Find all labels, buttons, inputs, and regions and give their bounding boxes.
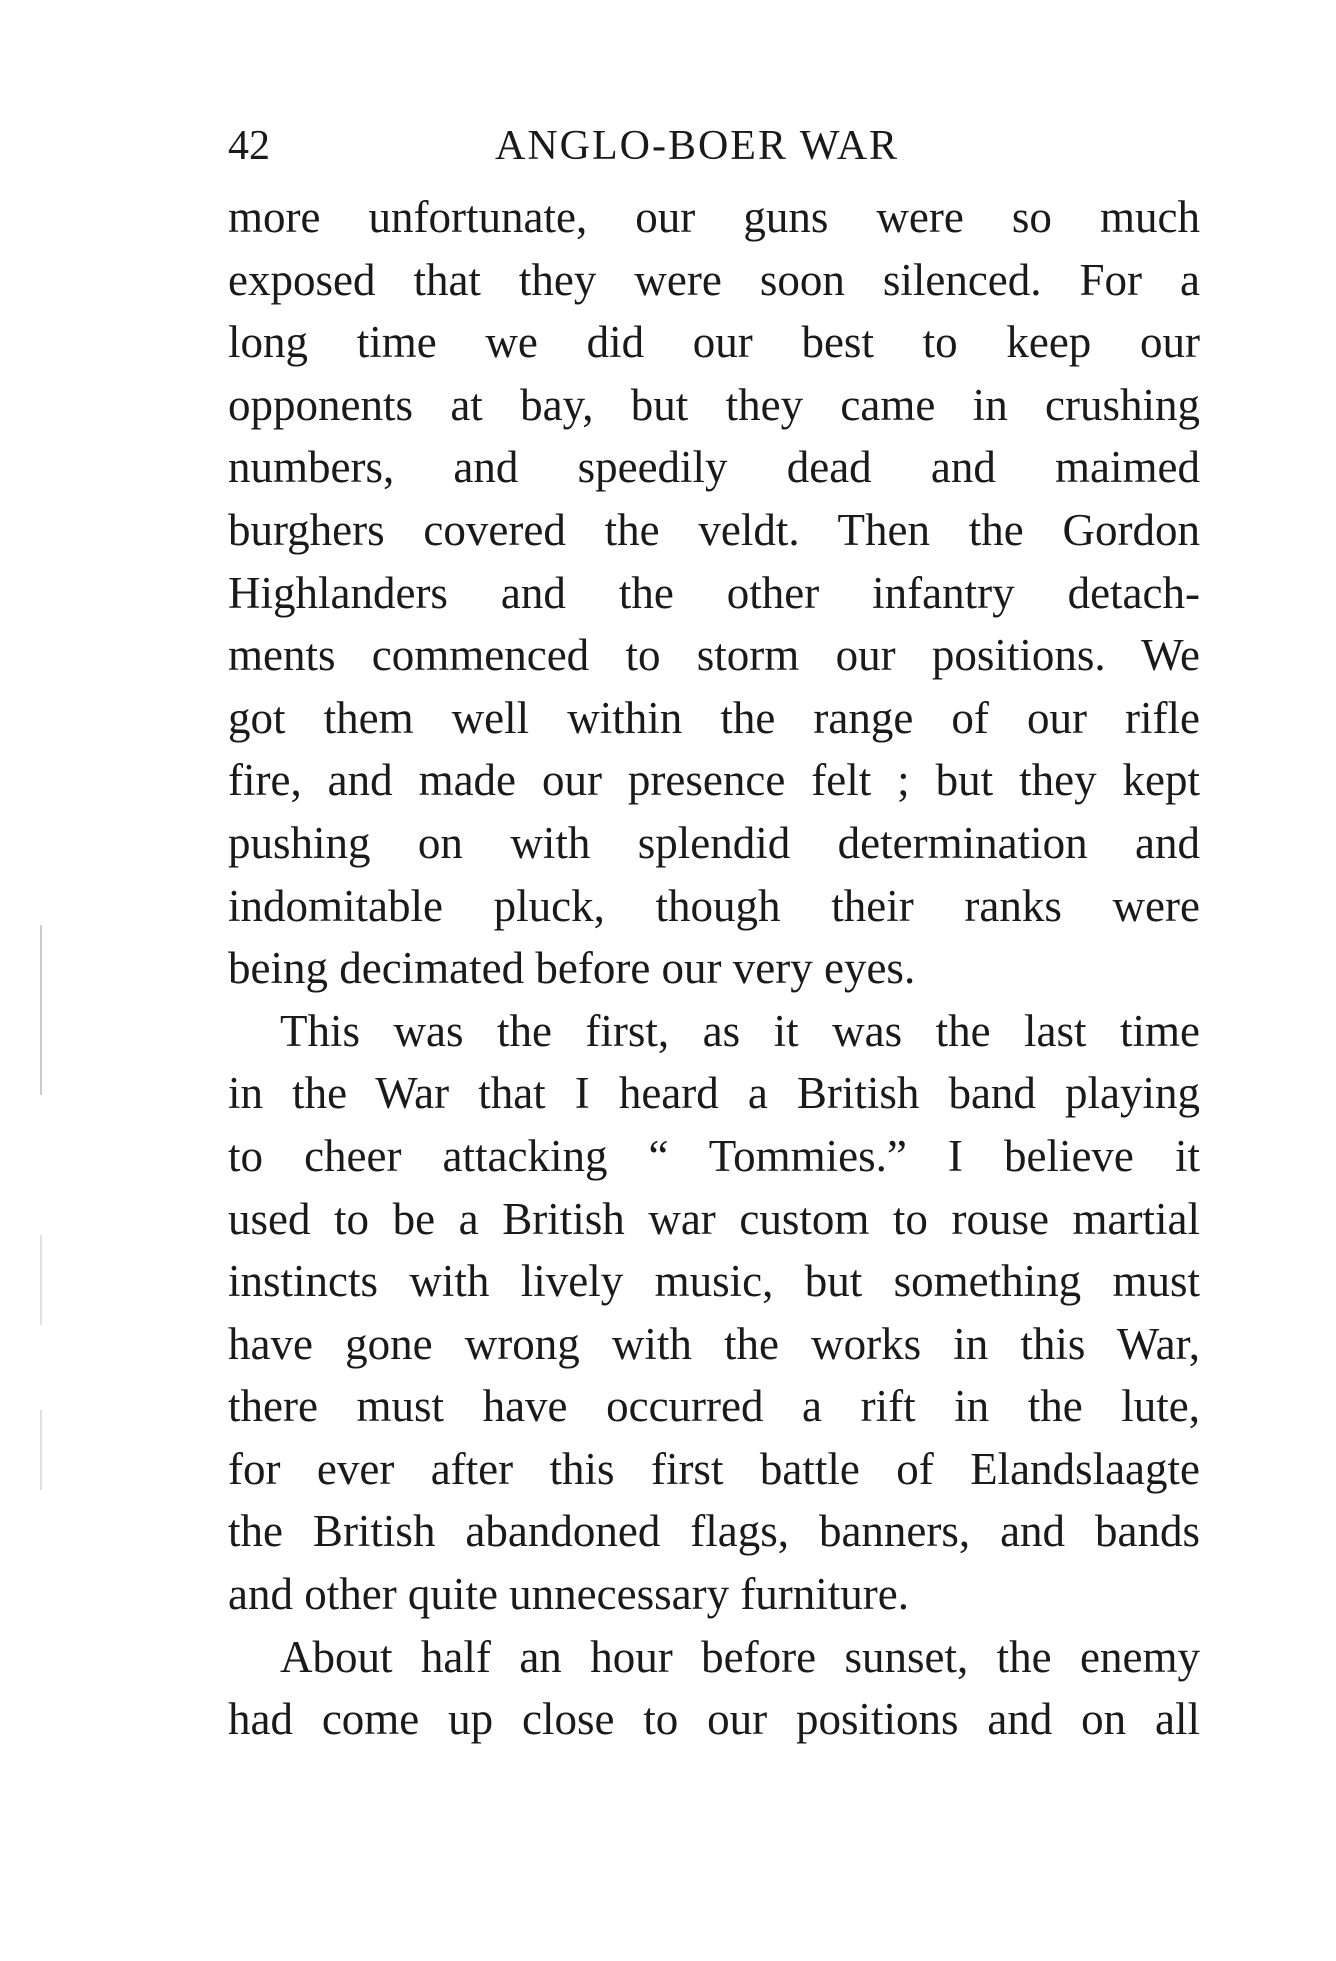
paragraph — [228, 186, 1200, 1000]
text-line: to cheer attacking “ Tommies.” I believe it — [228, 1130, 1200, 1181]
paragraph — [228, 1000, 1200, 1626]
text-line: more unfortunate, our guns were so much — [228, 192, 1200, 242]
running-title: ANGLO-BOER WAR — [495, 123, 900, 169]
text-line: in the War that I heard a British band playing — [228, 1068, 1200, 1119]
running-head — [228, 118, 1200, 174]
text-line: fire, and made our presence felt ; but they kept — [228, 755, 1200, 806]
text-line: have gone wrong with the works in this War, — [228, 1318, 1200, 1369]
text-line: the British abandoned flags, banners, and bands — [228, 1506, 1200, 1557]
page-number: 42 — [228, 123, 270, 169]
text-line: This was the first, as it was the last time — [280, 1005, 1200, 1056]
text-line: had come up close to our positions and on all — [228, 1694, 1200, 1745]
text-line: numbers, and speedily dead and maimed — [228, 442, 1200, 493]
body-text — [228, 186, 1200, 1751]
text-line: Highlanders and the other infantry detach- — [228, 567, 1200, 618]
text-line: ments commenced to storm our positions. We — [228, 630, 1200, 681]
text-line: instincts with lively music, but something must — [228, 1256, 1200, 1307]
text-line: opponents at bay, but they came in crushing — [228, 379, 1200, 430]
text-line: and other quite unnecessary furniture. — [228, 1569, 909, 1620]
text-line: indomitable pluck, though their ranks were — [228, 880, 1200, 931]
text-line: burghers covered the veldt. Then the Gordon — [228, 504, 1200, 555]
paragraph — [228, 1626, 1200, 1751]
scan-mark — [40, 1410, 42, 1490]
text-line: exposed that they were soon silenced. For a — [228, 254, 1200, 305]
text-line: got them well within the range of our rifle — [228, 692, 1200, 743]
text-line: used to be a British war custom to rouse martial — [228, 1193, 1200, 1244]
text-line: for ever after this first battle of Elandslaagte — [228, 1443, 1200, 1494]
text-line: About half an hour before sunset, the enemy — [280, 1631, 1200, 1682]
text-line: there must have occurred a rift in the lute, — [228, 1381, 1200, 1432]
text-line: pushing on with splendid determination and — [228, 817, 1200, 868]
text-line: long time we did our best to keep our — [228, 317, 1200, 368]
scan-mark — [40, 925, 42, 1095]
scan-mark — [40, 1235, 42, 1325]
text-line: being decimated before our very eyes. — [228, 943, 916, 994]
